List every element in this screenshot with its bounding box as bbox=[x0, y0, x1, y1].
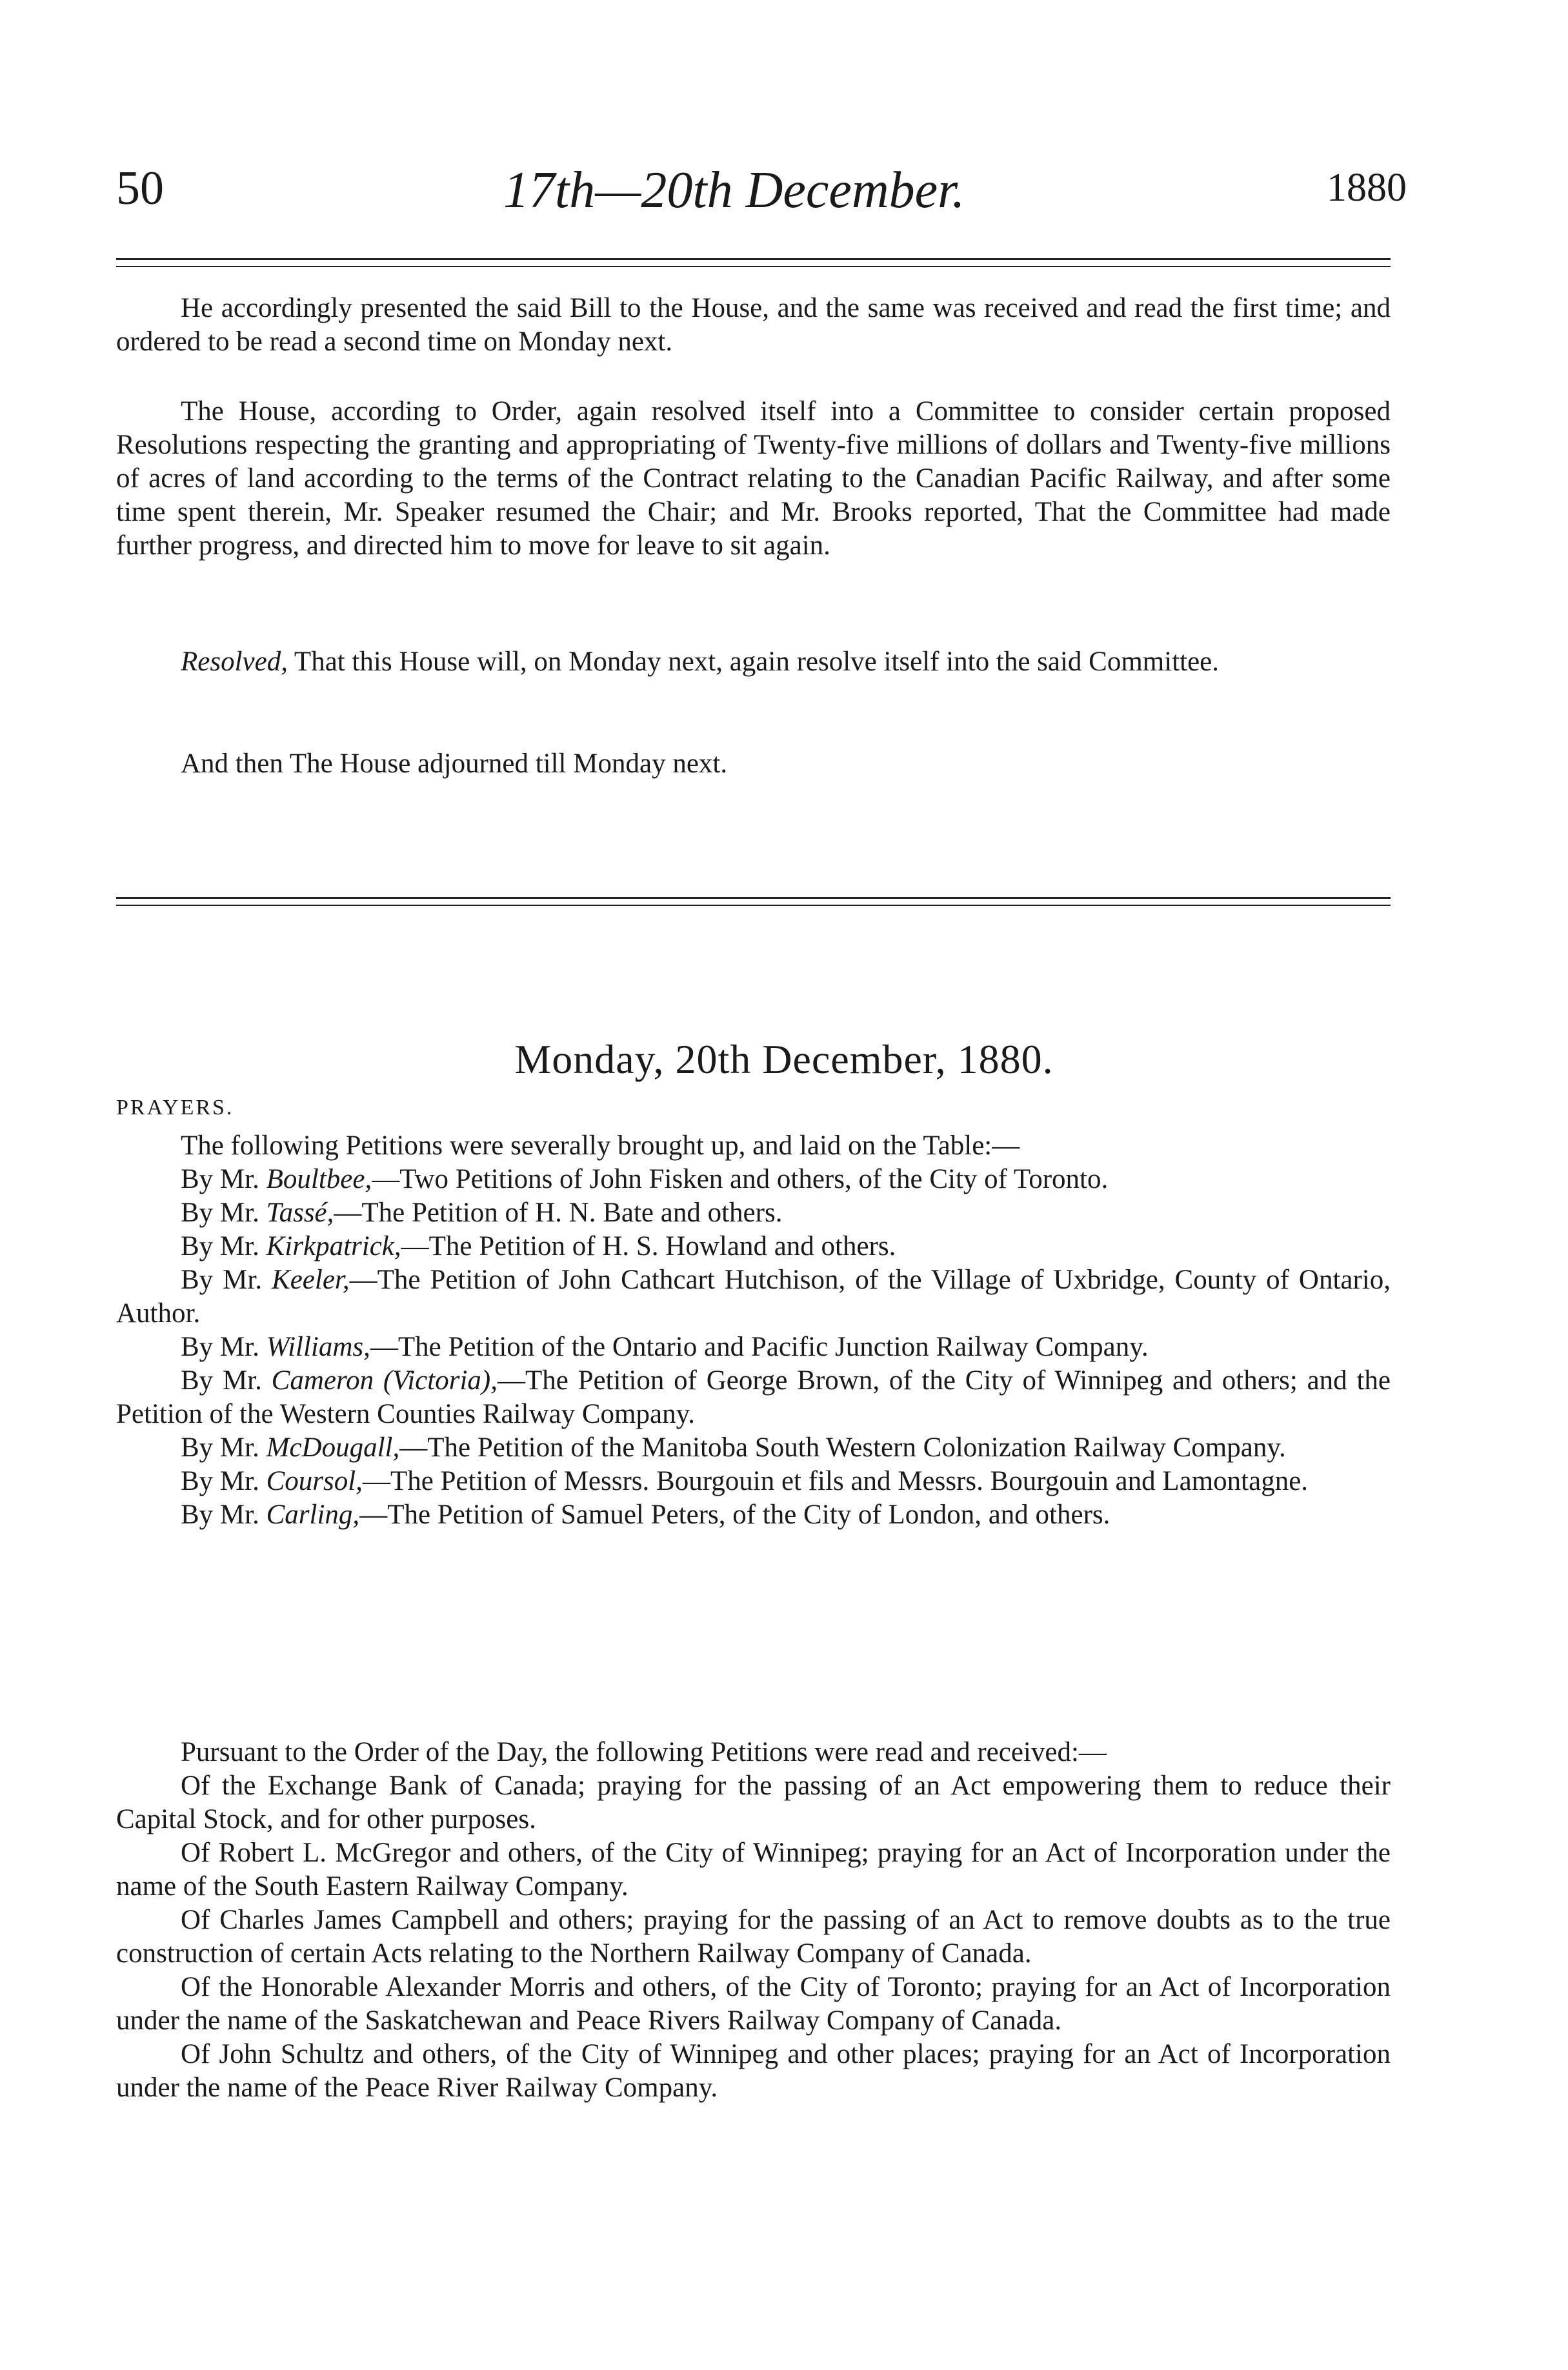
page-year: 1880 bbox=[1327, 166, 1407, 210]
page-number: 50 bbox=[116, 162, 164, 215]
petition-read-item: Of John Schultz and others, of the City of Winnipeg and other places; praying for an Act of Incorporation under the name of the Peace River Railway Company. bbox=[116, 2039, 1391, 2103]
resolved-text: That this House will, on Monday next, again resolve itself into the said Committee. bbox=[287, 647, 1220, 677]
member-name: Boultbee, bbox=[266, 1164, 372, 1194]
petitions-brought-block bbox=[116, 1129, 1391, 1532]
petition-item: By Mr. Coursol,—The Petition of Messrs. Bourgouin et fils and Messrs. Bourgouin and Lamontagne. bbox=[181, 1466, 1309, 1496]
petition-item: By Mr. Boultbee,—Two Petitions of John Fisken and others, of the City of Toronto. bbox=[181, 1164, 1109, 1194]
member-name: Williams, bbox=[266, 1332, 370, 1362]
prayers-label: PRAYERS. bbox=[116, 1096, 234, 1120]
date-heading: Monday, 20th December, 1880. bbox=[514, 1036, 1054, 1082]
petition-item: By Mr. Williams,—The Petition of the Ontario and Pacific Junction Railway Company. bbox=[181, 1332, 1149, 1362]
petitions-intro: The following Petitions were severally brought up, and laid on the Table:— bbox=[181, 1130, 1020, 1161]
member-name: Keeler, bbox=[272, 1265, 350, 1295]
petition-item: By Mr. Tassé,—The Petition of H. N. Bate and others. bbox=[181, 1198, 783, 1228]
petition-item: By Mr. McDougall,—The Petition of the Manitoba South Western Colonization Railway Company. bbox=[181, 1432, 1286, 1463]
committee-paragraph: The House, according to Order, again resolved itself into a Committee to consider certain proposed Resolutions respecting the granting and appropriating of Twenty-five millions of dollars and Twenty-five millions of acres of land according to the terms of the Contract relating to the Canadian Pacific Railway, and after some time spent therein, Mr. Speaker resumed the Chair; and Mr. Brooks reported, That the Committee had made further progress, and directed him to move for leave to sit again. bbox=[116, 396, 1391, 561]
petition-item: By Mr. Keeler,—The Petition of John Cathcart Hutchison, of the Village of Uxbridge, County of Ontario, Author. bbox=[116, 1265, 1391, 1329]
petition-read-item: Of Robert L. McGregor and others, of the City of Winnipeg; praying for an Act of Incorporation under the name of the South Eastern Railway Company. bbox=[116, 1838, 1391, 1902]
member-name: Tassé, bbox=[266, 1198, 334, 1228]
adjourned-paragraph: And then The House adjourned till Monday next. bbox=[181, 748, 728, 779]
member-name: Coursol, bbox=[266, 1466, 363, 1496]
section-rule-bottom bbox=[116, 905, 1391, 906]
member-name: Kirkpatrick, bbox=[266, 1231, 401, 1261]
petition-read-item: Of the Exchange Bank of Canada; praying for the passing of an Act empowering them to reduce their Capital Stock, and for other purposes. bbox=[116, 1771, 1391, 1834]
petition-item: By Mr. Cameron (Victoria),—The Petition of George Brown, of the City of Winnipeg and others; and the Petition of the Western Counties Railway Company. bbox=[116, 1365, 1391, 1429]
member-name: McDougall, bbox=[266, 1432, 400, 1463]
petition-read-item: Of the Honorable Alexander Morris and others, of the City of Toronto; praying for an Act of Incorporation under the name of the Saskatchewan and Peace Rivers Railway Company of Canada. bbox=[116, 1972, 1391, 2036]
section-rule-top bbox=[116, 897, 1391, 899]
member-name: Carling, bbox=[266, 1500, 360, 1530]
petition-read-item: Of Charles James Campbell and others; praying for the passing of an Act to remove doubts as to the true construction of certain Acts relating to the Northern Railway Company of Canada. bbox=[116, 1905, 1391, 1969]
page-header bbox=[116, 161, 1407, 232]
pursuant-intro: Pursuant to the Order of the Day, the following Petitions were read and received:— bbox=[181, 1737, 1107, 1767]
petition-item: By Mr. Carling,—The Petition of Samuel Peters, of the City of London, and others. bbox=[181, 1500, 1111, 1530]
petition-item: By Mr. Kirkpatrick,—The Petition of H. S. Howland and others. bbox=[181, 1231, 896, 1261]
member-name: Cameron (Victoria), bbox=[271, 1365, 498, 1396]
header-rule-bottom bbox=[116, 266, 1391, 267]
resolved-paragraph bbox=[116, 645, 1391, 679]
petitions-read-block bbox=[116, 1736, 1391, 2105]
header-rule-top bbox=[116, 258, 1391, 260]
resolved-word: Resolved, bbox=[181, 647, 288, 677]
bill-paragraph: He accordingly presented the said Bill to the House, and the same was received and read the first time; and ordered to be read a second time on Monday next. bbox=[116, 293, 1391, 357]
page-title: 17th—20th December. bbox=[503, 162, 965, 219]
